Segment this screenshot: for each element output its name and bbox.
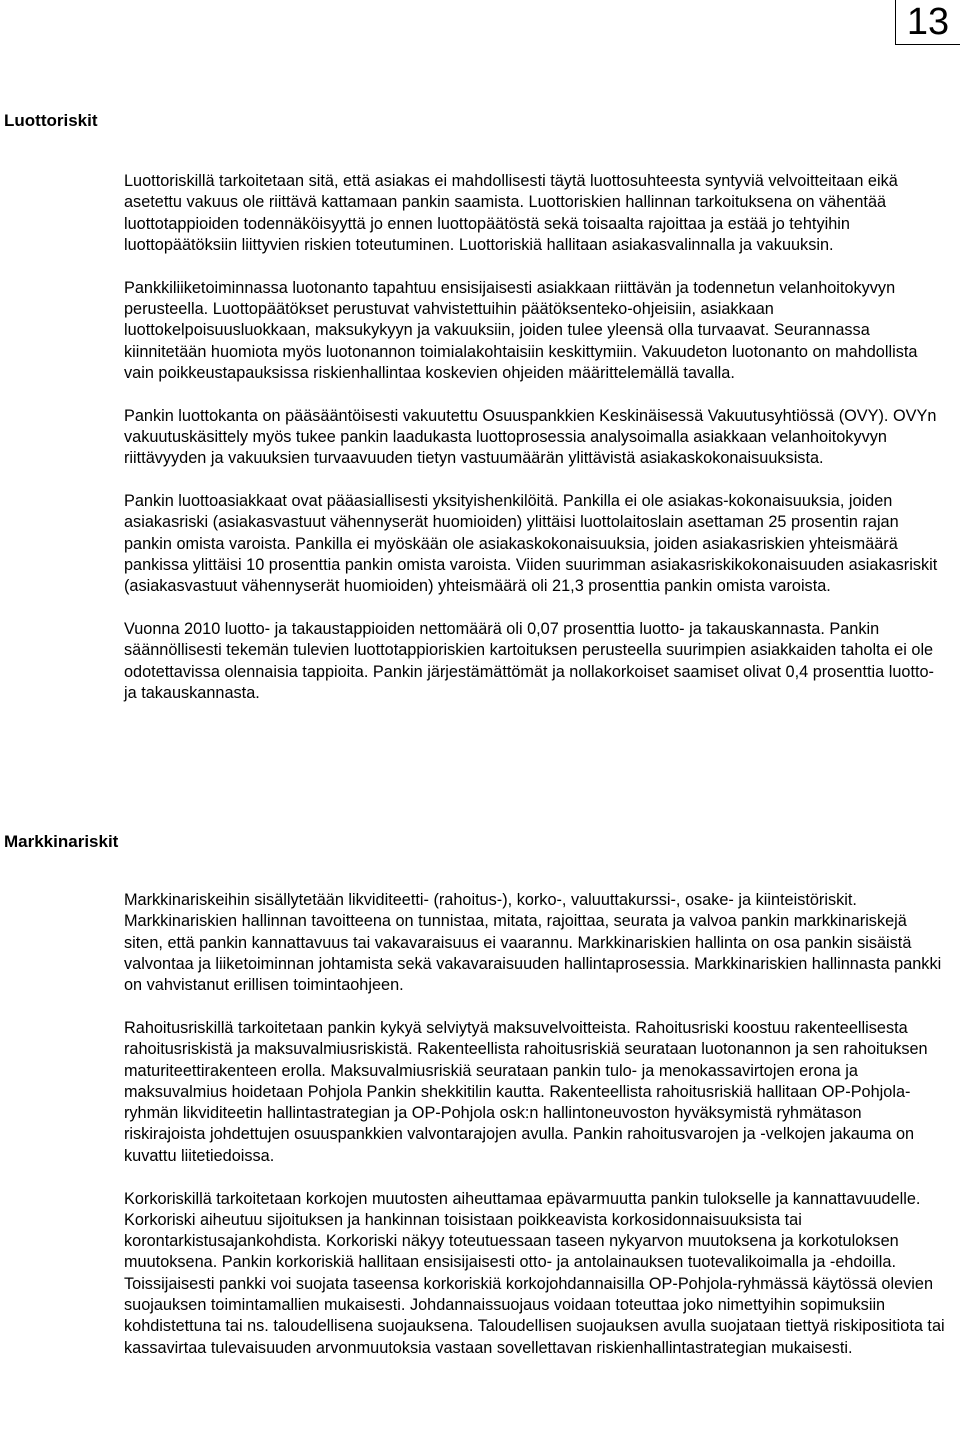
paragraph: Vuonna 2010 luotto- ja takaustappioiden nettomäärä oli 0,07 prosenttia luotto- ja takauskannasta. Pankin säännöllisesti tekemän tulevien luottotappioriskien kartoituksen perusteella suurimpien asiakkaiden taholta ei ole odotettavissa olennaisia tappioita. Pankin järjestämättömät ja nollakorkoiset saamiset olivat 0,4 prosenttia luotto- ja takauskannasta. (124, 620, 934, 702)
paragraph: Korkoriskillä tarkoitetaan korkojen muutosten aiheuttamaa epävarmuutta pankin tulokselle ja kannattavuudelle. Korkoriski aiheutuu sijoituksen ja hankinnan toisistaan poikkeavista korkosidonnaisuuksista tai korontarkistusajankohdista. Korkoriski näkyy toteutuessaan taseen nykyarvon muutoksena ja korkotuloksen muutoksena. Pankin korkoriskiä hallitaan ensisijaisesti otto- ja antolainauksen tuotevalikoimalla ja -ehdoilla. Toissijaisesti pankki voi suojata taseensa korkoriskiä korkojohdannaisilla OP-Pohjola-ryhmässä käytössä olevien suojauksen toimintamallien mukaisesti. Johdannaissuojaus voidaan toteuttaa joko nimettyihin sopimuksiin kohdistettuna tai ns. taloudellisena suojauksena. Taloudellisen suojauksen avulla suojataan tiettyä riskipositiota tai kassavirtaa tulevaisuuden arvonmuutoksia vastaan sovellettavan riskienhallintastrategian mukaisesti. (124, 1189, 945, 1357)
paragraph: Luottoriskillä tarkoitetaan sitä, että asiakas ei mahdollisesti täytä luottosuhteesta syntyviä velvoitteitaan eikä asetettu vakuus ole riittävä kattamaan pankin saamista. Luottoriskien hallinnan tarkoituksena on vähentää luottotappioiden todennäköisyyttä jo ennen luottopäätöstä sekä toisaalta rajoittaa ja estää jo tehtyihin luottopäätöksiin liittyvien riskien toteutuminen. Luottoriskiä hallitaan asiakasvalinnalla ja vakuuksin. (124, 172, 898, 254)
paragraph: Pankin luottoasiakkaat ovat pääasiallisesti yksityishenkilöitä. Pankilla ei ole asiakas-kokonaisuuksia, joiden asiakasriski (asiakasvastuut vähennyserät huomioiden) ylittäisi luottolaitoslain asettaman 25 prosentin rajan pankin omista varoista. Pankilla ei myöskään ole asiakaskokonaisuuksia, joiden asiakasriskien yhteismäärä pankissa ylittäisi 10 prosenttia pankin omista varoista. Viiden suurimman asiakasriskikokonaisuuden asiakasriskit (asiakasvastuut vähennyserät huomioiden) yhteismäärä oli 21,3 prosenttia pankin omista varoista. (124, 492, 938, 596)
paragraph: Pankin luottokanta on pääsääntöisesti vakuutettu Osuuspankkien Keskinäisessä Vakuutusyhtiössä (OVY). OVYn vakuutuskäsittely myös tukee pankin laadukasta luottoprosessia analysoimalla asiakkaan velanhoitokyvyn riittävyyden ja vakuuksien turvaavuuden tietyn vastuumäärän ylittävistä asiakaskokonaisuuksista. (124, 406, 937, 468)
paragraph: Markkinariskeihin sisällytetään likviditeetti- (rahoitus-), korko-, valuuttakurssi-, osake- ja kiinteistöriskit. Markkinariskien hallinnan tavoitteena on tunnistaa, mitata, rajoittaa, seurata ja valvoa pankin markkinariskejä siten, että pankin kannattavuus tai vakavaraisuus ei vaarannu. Markkinariskien hallinta on osa pankin sisäistä valvontaa ja liiketoiminnan johtamista sekä vakavaraisuuden hallintaprosessia. Markkinariskien hallinnasta pankki on vahvistanut erillisen toimintaohjeen. (124, 891, 942, 995)
paragraph: Rahoitusriskillä tarkoitetaan pankin kykyä selviytyä maksuvelvoitteista. Rahoitusriski koostuu rakenteellisesta rahoitusriskistä ja maksuvalmiusriskistä. Rakenteellista rahoitusriskiä seurataan luotonannon ja sen rahoituksen maturiteettirakenteen erolla. Maksuvalmiusriskiä seurataan pankin tulo- ja menokassavirtojen erona ja maksuvalmius hoidetaan Pohjola Pankin shekkitilin kautta. Rakenteellista rahoitusriskiä hallitaan OP-Pohjola-ryhmän likviditeetin hallintastrategian ja OP-Pohjola osk:n hallintoneuvoston hyväksymistä ryhmätason riskirajoista johdettujen osuuspankkien valvontarajojen avulla. Pankin rahoitusvarojen ja -velkojen jakauma on kuvattu liitetiedoissa. (124, 1018, 928, 1165)
section-heading-markkinariskit: Markkinariskit (4, 832, 119, 851)
paragraph: Pankkiliiketoiminnassa luotonanto tapahtuu ensisijaisesti asiakkaan riittävän ja todennetun velanhoitokyvyn perusteella. Luottopäätökset perustuvat vahvistettuihin päätöksenteko-ohjeisiin, asiakkaan luottokelpoisuusluokkaan, maksukykyyn ja vakuuksiin, joiden tulee yleensä olla turvaavat. Seurannassa kiinnitetään huomiota myös luotonannon toimialakohtaisiin keskittymiin. Vakuudeton luotonanto on mahdollista vain poikkeustapauksissa riskienhallintaa koskevien ohjeiden määrittelemällä tavalla. (124, 278, 918, 382)
section-body-markkinariskit (124, 890, 946, 1359)
page-number: 13 (895, 0, 960, 45)
section-heading-luottoriskit: Luottoriskit (4, 111, 98, 130)
section-body-luottoriskit (124, 171, 946, 704)
